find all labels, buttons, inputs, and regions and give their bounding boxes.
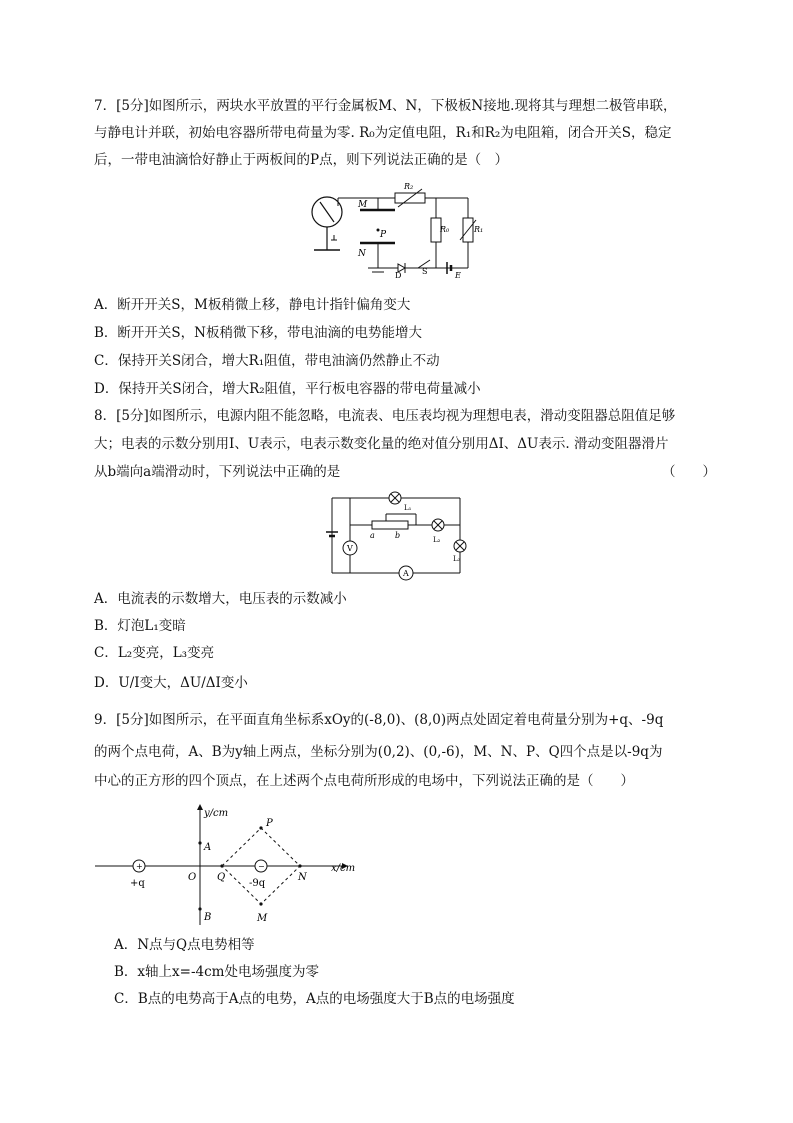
label-minus-9q: -9q xyxy=(249,878,266,889)
label-p: P xyxy=(266,818,273,829)
q8-option-c[interactable]: C．L₂变亮，L₃变亮 xyxy=(94,645,215,661)
q8-stem-line-2: 大；电表的示数分别用I、U表示，电表示数变化量的绝对值分别用ΔI、ΔU表示. 滑动变阻器滑片 xyxy=(94,436,669,452)
q7-stem-line-2: 与静电计并联，初始电容器所带电荷量为零. R₀为定值电阻，R₁和R₂为电阻箱，闭合开关S，稳定 xyxy=(94,125,672,141)
label-q: Q xyxy=(217,872,226,883)
q7-stem-line-3: 后，一带电油滴恰好静止于两板间的P点，则下列说法正确的是（ ） xyxy=(94,152,509,168)
label-x-axis: x/cm xyxy=(331,863,356,874)
label-a: a xyxy=(370,531,375,540)
q8-stem-line-3: 从b端向a端滑动时，下列说法中正确的是 xyxy=(94,464,341,480)
label-o: O xyxy=(188,872,197,883)
label-r1: R₁ xyxy=(474,225,484,234)
q7-option-c[interactable]: C．保持开关S闭合，增大R₁阻值，带电油滴仍然静止不动 xyxy=(94,353,440,369)
q8-option-d[interactable]: D．U/I变大，ΔU/ΔI变小 xyxy=(94,675,248,691)
q9-stem-line-3: 中心的正方形的四个顶点，在上述两个点电荷所形成的电场中，下列说法正确的是（ ） xyxy=(94,773,634,789)
q9-option-c[interactable]: C．B点的电势高于A点的电势，A点的电场强度大于B点的电场强度 xyxy=(114,991,515,1007)
label-l3: L₃ xyxy=(453,555,461,563)
q7-option-b[interactable]: B．断开开关S，N板稍微下移，带电油滴的电势能增大 xyxy=(94,325,422,341)
q9-option-b[interactable]: B．x轴上x=-4cm处电场强度为零 xyxy=(114,964,319,980)
label-l2: L₂ xyxy=(433,536,441,544)
q8-option-a[interactable]: A．电流表的示数增大，电压表的示数减小 xyxy=(94,591,347,607)
label-l1: L₁ xyxy=(404,504,412,512)
label-r2: R₂ xyxy=(404,182,414,191)
label-v: V xyxy=(347,544,353,553)
label-e: E xyxy=(455,271,461,280)
q8-option-b[interactable]: B．灯泡L₁变暗 xyxy=(94,618,186,634)
rheostat xyxy=(372,521,408,529)
svg-text:−: − xyxy=(258,862,265,871)
label-r0: R₀ xyxy=(440,225,450,234)
label-n: N xyxy=(358,249,366,259)
q9-option-a[interactable]: A．N点与Q点电势相等 xyxy=(114,937,255,953)
label-s: S xyxy=(422,267,428,276)
label-p: P xyxy=(380,230,387,240)
q8-stem-line-1: 8．[5分]如图所示，电源内阻不能忽略，电流表、电压表均视为理想电表，滑动变阻器总阻值足够 xyxy=(94,408,676,424)
label-d: D xyxy=(395,271,402,280)
q9-field-figure xyxy=(90,800,380,930)
label-m: M xyxy=(257,913,268,924)
label-n: N xyxy=(298,872,307,883)
q7-circuit-figure xyxy=(300,180,500,280)
label-b: B xyxy=(204,912,212,923)
svg-text:+: + xyxy=(136,862,143,871)
label-m: M xyxy=(358,200,368,210)
label-a: A xyxy=(204,842,212,853)
label-plus-q: +q xyxy=(130,878,145,889)
q9-stem-line-2: 的两个点电荷，A、B为y轴上两点，坐标分别为(0,2)、(0,-6)，M、N、P、Q四个点是以-9q为 xyxy=(94,744,663,760)
q7-stem-line-1: 7．[5分]如图所示，两块水平放置的平行金属板M、N，下极板N接地.现将其与理想二极管串联， xyxy=(94,98,677,114)
q8-answer-paren: （ ） xyxy=(662,464,716,480)
label-y-axis: y/cm xyxy=(204,808,229,819)
q8-circuit-figure xyxy=(320,488,480,583)
label-b: b xyxy=(395,531,401,540)
q9-stem-line-1: 9．[5分]如图所示，在平面直角坐标系xOy的(-8,0)、(8,0)两点处固定着电荷量分别为+q、-9q xyxy=(94,712,664,728)
label-a-meter: A xyxy=(403,569,409,578)
q7-option-a[interactable]: A．断开开关S，M板稍微上移，静电计指针偏角变大 xyxy=(94,297,411,313)
q7-option-d[interactable]: D．保持开关S闭合，增大R₂阻值，平行板电容器的带电荷量减小 xyxy=(94,381,481,397)
